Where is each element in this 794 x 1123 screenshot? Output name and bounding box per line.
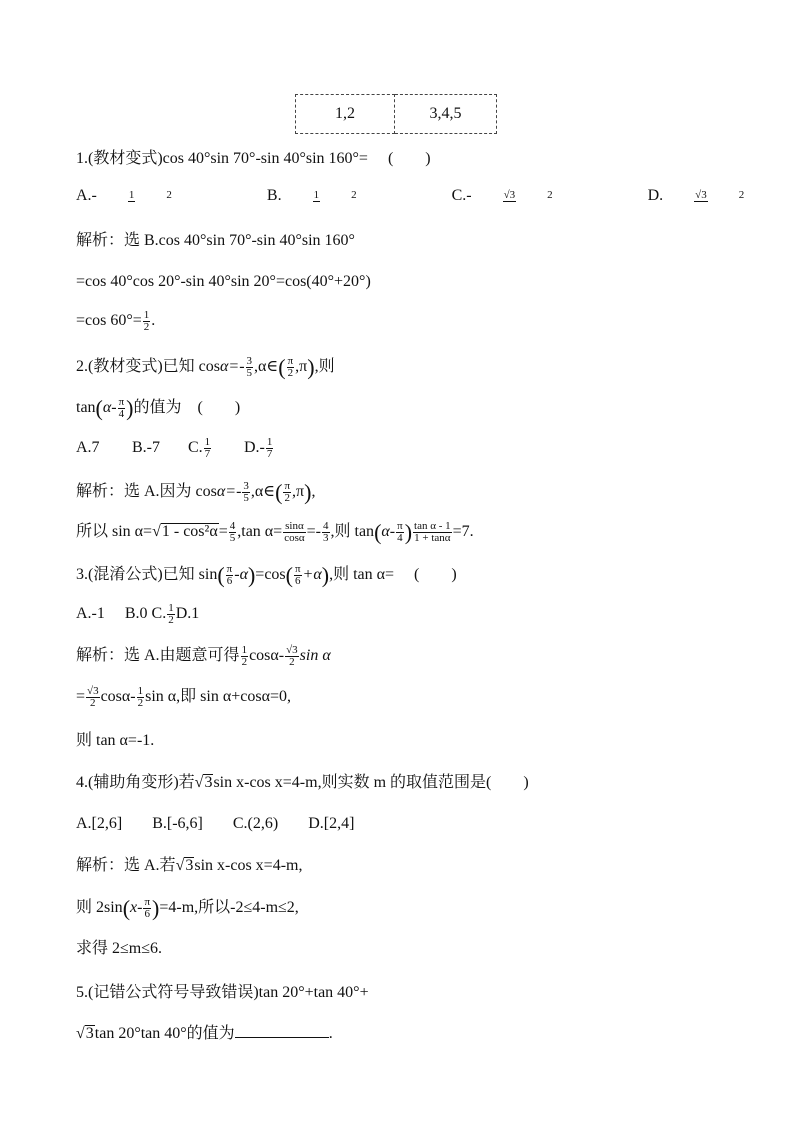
q2-solution-1: 解析：选 A.因为 cosα=- $\frac{3}{5}$ ,α∈( $\frac{\pi}{2}$ ,π), [76,479,316,505]
q1-solution-3: =cos 60°= $\frac{1}{2}$ . [76,309,156,333]
tag-3-4-5: 3,4,5 [395,94,497,134]
q5-stem: 5.(记错公式符号导致错误)tan 20°+tan 40°+ [76,984,369,1001]
tag-1-2: 1,2 [295,94,395,134]
q3-solution-3: 则 tan α=-1. [76,732,155,749]
q4-options: A.[2,6] B.[-6,6] C.(2,6) D.[2,4] [76,815,355,832]
q4-solution-2: 则 2sin(x- $\frac{\pi}{6}$ )=4-m,所以-2≤4-m≤2, [76,895,299,921]
q3-options: A.-1 B.0 C. $\frac{1}{2}$ D.1 [76,602,200,626]
q4-solution-1: 解析：选 A.若√3sin x-cos x=4-m, [76,857,303,874]
q1-options: A.- 1 2 B. 1 2 C.- √3 2 D. √3 2 [76,187,745,204]
section-tags [295,94,497,134]
q4-solution-3: 求得 2≤m≤6. [76,940,163,957]
q3-solution-1: 解析：选 A.由题意可得 $\frac{1}{2}$ cosα- $\frac{√3}{2}$ sin α [76,644,331,668]
q5-stem-2: √3tan 20°tan 40°的值为 . [76,1025,333,1042]
q1-solution-1: 解析：选 B.cos 40°sin 70°-sin 40°sin 160° [76,232,355,249]
q2-options: A.7 B.-7 C. $\frac{1}{7}$ D.- $\frac{1}{7}$ [76,436,273,460]
q4-stem: 4.(辅助角变形)若√3sin x-cos x=4-m,则实数 m 的取值范围是( ) [76,774,529,791]
q2-stem: 2.(教材变式)已知 cosα=- $\frac{3}{5}$ ,α∈( $\frac{\pi}{2}$ ,π),则 [76,354,335,380]
q1-stem: 1.(教材变式)cos 40°sin 70°-sin 40°sin 160°= ( ) [76,150,431,167]
q3-stem: 3.(混淆公式)已知 sin( $\frac{\pi}{6}$ -α)=cos( $\frac{\pi}{6}$ +α),则 tan α= ( ) [76,562,457,588]
q3-solution-2: = $\frac{√3}{2}$ cosα- $\frac{1}{2}$ sin α,即 sin α+cosα=0, [76,685,291,709]
q2-stem-2: tan(α- $\frac{\pi}{4}$ )的值为 ( ) [76,395,241,421]
q1-solution-2: =cos 40°cos 20°-sin 40°sin 20°=cos(40°+20°) [76,273,371,290]
q2-solution-2: 所以 sin α=√1 - cos²α= $\frac{4}{5}$ ,tan α= $\frac{\sin\alpha}{\cos\alpha}$ =- $\frac{4}{3}$ ,则 tan(α- $\frac{\pi}{4}$ ) $\frac{\text{tan α - 1}}{1 + \tan\alpha}$ =7. [76,519,474,545]
answer-blank[interactable] [235,1023,329,1038]
